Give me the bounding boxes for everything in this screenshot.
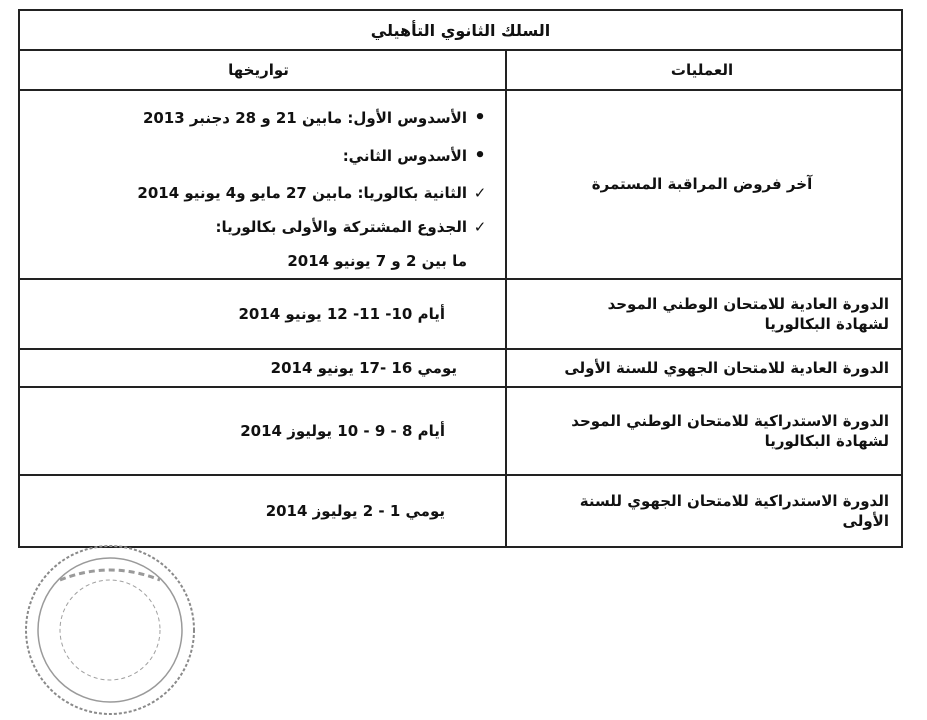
dates-cell: [20, 91, 505, 278]
table-row: [20, 476, 901, 546]
dates-text: يومي 1 - 2 يوليوز 2014: [265, 501, 445, 520]
operation-text: الدورة العادية للامتحان الوطني الموحد: [607, 294, 889, 313]
official-stamp-icon: [20, 540, 200, 720]
table-row: [20, 350, 901, 388]
list-item: [30, 144, 493, 168]
list-item-text: ما بين 2 و 7 يونيو 2014: [287, 252, 467, 271]
operation-text: الدورة العادية للامتحان الجهوي للسنة الأولى: [564, 358, 889, 377]
dates-text: يومي 16 -17 يونيو 2014: [270, 358, 457, 377]
operation-text: لشهادة البكالوريا: [764, 432, 889, 450]
list-item-text: الأسدوس الثاني:: [342, 147, 467, 166]
dates-cell: [20, 476, 505, 546]
operation-cell: [505, 476, 901, 546]
dates-text: أيام 10- 11- 12 يونيو 2014: [238, 304, 445, 323]
dates-cell: [20, 280, 505, 348]
list-item-text: الأسدوس الأول: مابين 21 و 28 دجنبر 2013: [142, 109, 467, 127]
dates-text: أيام 8 - 9 - 10 يوليوز 2014: [240, 421, 445, 440]
operation-text: الدورة الاستدراكية للامتحان الوطني الموحد: [571, 411, 889, 430]
table-title: السلك الثانوي التأهيلي: [370, 20, 551, 40]
list-item: [30, 106, 493, 130]
header-dates-label: تواريخها: [228, 60, 289, 79]
list-item: [30, 183, 493, 203]
header-operations-label: العمليات: [670, 60, 734, 79]
dates-cell: [20, 350, 505, 386]
schedule-table: [18, 9, 903, 548]
operation-cell: [505, 388, 901, 474]
list-item: [30, 217, 493, 237]
operation-text: الدورة الاستدراكية للامتحان الجهوي للسنة: [579, 491, 889, 510]
list-item-text: الثانية بكالوريا: مابين 27 مايو و4 يونيو 2014: [137, 183, 467, 202]
list-item-text: الجذوع المشتركة والأولى بكالوريا:: [215, 217, 467, 236]
dates-cell: [20, 388, 505, 474]
operation-cell: [505, 91, 901, 278]
header-operations: [505, 51, 901, 89]
header-dates: [20, 51, 505, 89]
table-row: [20, 388, 901, 476]
table-title-row: [20, 11, 901, 51]
table-row: [20, 91, 901, 280]
list-item: [30, 251, 493, 271]
operation-text: لشهادة البكالوريا: [764, 315, 889, 333]
operation-cell: [505, 280, 901, 348]
table-row: [20, 280, 901, 350]
operation-text: الأولى: [842, 512, 889, 530]
table-header-row: [20, 51, 901, 91]
operation-text: آخر فروض المراقبة المستمرة: [591, 175, 813, 194]
operation-cell: [505, 350, 901, 386]
